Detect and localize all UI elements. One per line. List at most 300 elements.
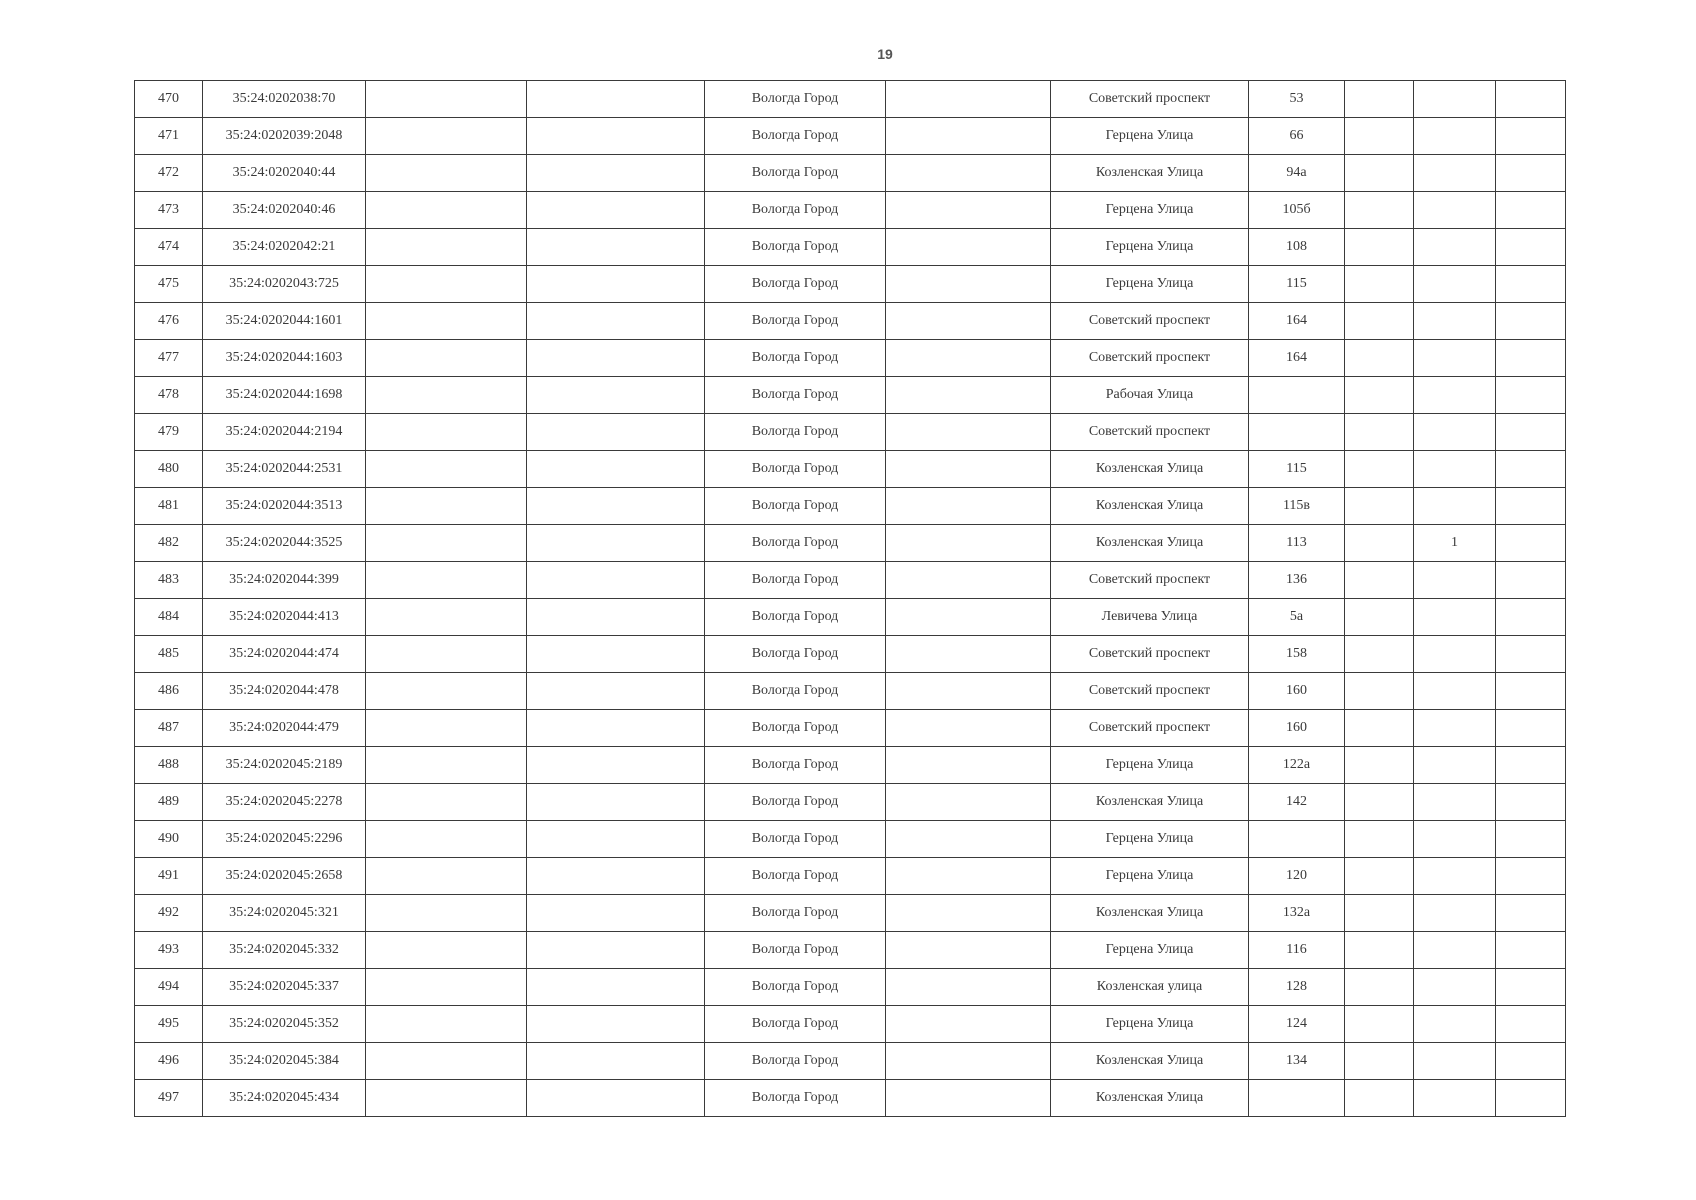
cell-count <box>1414 747 1496 784</box>
cell-empty <box>1496 192 1566 229</box>
cell-city: Вологда Город <box>705 562 886 599</box>
cell-street: Советский проспект <box>1051 710 1249 747</box>
cell-empty <box>527 451 705 488</box>
cell-count <box>1414 710 1496 747</box>
cell-cadastral-number: 35:24:0202045:434 <box>203 1080 366 1117</box>
cell-empty <box>1345 155 1414 192</box>
cell-row-number: 491 <box>135 858 203 895</box>
cell-city: Вологда Город <box>705 192 886 229</box>
table-row <box>135 1043 1566 1080</box>
cell-street: Советский проспект <box>1051 673 1249 710</box>
cell-city: Вологда Город <box>705 673 886 710</box>
cell-empty <box>886 229 1051 266</box>
cell-empty <box>1345 636 1414 673</box>
cell-cadastral-number: 35:24:0202045:321 <box>203 895 366 932</box>
cell-empty <box>1345 488 1414 525</box>
cell-street: Козленская улица <box>1051 969 1249 1006</box>
cell-house-number: 128 <box>1249 969 1345 1006</box>
cell-empty <box>1345 1043 1414 1080</box>
cell-empty <box>1496 1043 1566 1080</box>
cell-city: Вологда Город <box>705 414 886 451</box>
cell-empty <box>366 710 527 747</box>
cell-empty <box>886 1006 1051 1043</box>
cell-empty <box>1345 673 1414 710</box>
cell-empty <box>527 81 705 118</box>
cell-street: Герцена Улица <box>1051 118 1249 155</box>
cell-empty <box>886 784 1051 821</box>
table-row <box>135 784 1566 821</box>
cell-street: Герцена Улица <box>1051 229 1249 266</box>
cell-empty <box>1345 895 1414 932</box>
cell-empty <box>527 599 705 636</box>
cell-empty <box>886 414 1051 451</box>
cell-street: Левичева Улица <box>1051 599 1249 636</box>
cell-city: Вологда Город <box>705 932 886 969</box>
table-row <box>135 192 1566 229</box>
cell-cadastral-number: 35:24:0202044:1698 <box>203 377 366 414</box>
cell-city: Вологда Город <box>705 969 886 1006</box>
cell-street: Козленская Улица <box>1051 451 1249 488</box>
cell-count <box>1414 784 1496 821</box>
cell-empty <box>366 784 527 821</box>
cell-empty <box>1496 451 1566 488</box>
cell-empty <box>527 710 705 747</box>
cell-row-number: 487 <box>135 710 203 747</box>
cell-row-number: 485 <box>135 636 203 673</box>
cell-empty <box>1345 562 1414 599</box>
cell-cadastral-number: 35:24:0202042:21 <box>203 229 366 266</box>
table-row <box>135 636 1566 673</box>
cell-empty <box>1345 451 1414 488</box>
cell-empty <box>366 932 527 969</box>
table-row <box>135 747 1566 784</box>
cell-cadastral-number: 35:24:0202044:2531 <box>203 451 366 488</box>
cell-empty <box>366 340 527 377</box>
cell-empty <box>366 1080 527 1117</box>
cell-street: Герцена Улица <box>1051 747 1249 784</box>
cell-row-number: 484 <box>135 599 203 636</box>
cell-empty <box>886 340 1051 377</box>
cell-empty <box>886 673 1051 710</box>
cell-street: Герцена Улица <box>1051 192 1249 229</box>
cell-empty <box>527 636 705 673</box>
cell-city: Вологда Город <box>705 1080 886 1117</box>
cell-city: Вологда Город <box>705 525 886 562</box>
cell-empty <box>366 1043 527 1080</box>
cell-house-number: 115 <box>1249 451 1345 488</box>
table-row <box>135 525 1566 562</box>
cell-city: Вологда Город <box>705 377 886 414</box>
table-row <box>135 1080 1566 1117</box>
cell-row-number: 495 <box>135 1006 203 1043</box>
cell-empty <box>527 266 705 303</box>
cell-empty <box>366 451 527 488</box>
cell-cadastral-number: 35:24:0202044:1601 <box>203 303 366 340</box>
cell-count <box>1414 599 1496 636</box>
cell-street: Козленская Улица <box>1051 1043 1249 1080</box>
cell-empty <box>366 858 527 895</box>
cell-empty <box>1496 1080 1566 1117</box>
cell-empty <box>1496 266 1566 303</box>
cell-count <box>1414 969 1496 1006</box>
cell-street: Герцена Улица <box>1051 821 1249 858</box>
cell-empty <box>1496 377 1566 414</box>
cell-street: Козленская Улица <box>1051 488 1249 525</box>
cell-count <box>1414 266 1496 303</box>
cell-empty <box>1496 969 1566 1006</box>
cell-empty <box>886 118 1051 155</box>
cell-row-number: 480 <box>135 451 203 488</box>
cell-empty <box>527 895 705 932</box>
cell-house-number: 116 <box>1249 932 1345 969</box>
cell-row-number: 492 <box>135 895 203 932</box>
cell-count <box>1414 451 1496 488</box>
cell-house-number: 122а <box>1249 747 1345 784</box>
cell-empty <box>1496 673 1566 710</box>
cell-house-number: 94а <box>1249 155 1345 192</box>
cell-empty <box>1345 821 1414 858</box>
cell-empty <box>1345 81 1414 118</box>
cell-street: Герцена Улица <box>1051 932 1249 969</box>
cell-empty <box>366 155 527 192</box>
table-row <box>135 562 1566 599</box>
page-number: 19 <box>877 46 893 62</box>
cell-row-number: 490 <box>135 821 203 858</box>
cell-empty <box>1496 118 1566 155</box>
cell-house-number <box>1249 821 1345 858</box>
cell-street: Козленская Улица <box>1051 1080 1249 1117</box>
cell-cadastral-number: 35:24:0202044:399 <box>203 562 366 599</box>
cell-empty <box>1496 1006 1566 1043</box>
cell-city: Вологда Город <box>705 1006 886 1043</box>
cell-cadastral-number: 35:24:0202044:474 <box>203 636 366 673</box>
cell-row-number: 494 <box>135 969 203 1006</box>
cell-city: Вологда Город <box>705 155 886 192</box>
cell-city: Вологда Город <box>705 1043 886 1080</box>
table-row <box>135 451 1566 488</box>
cell-empty <box>1345 969 1414 1006</box>
cell-street: Советский проспект <box>1051 303 1249 340</box>
cell-empty <box>527 229 705 266</box>
cell-street: Рабочая Улица <box>1051 377 1249 414</box>
cell-empty <box>886 81 1051 118</box>
cell-empty <box>1345 266 1414 303</box>
cell-house-number: 124 <box>1249 1006 1345 1043</box>
cell-empty <box>1345 340 1414 377</box>
cell-empty <box>366 525 527 562</box>
table-row <box>135 858 1566 895</box>
cell-city: Вологда Город <box>705 266 886 303</box>
cell-empty <box>366 969 527 1006</box>
cell-empty <box>886 1043 1051 1080</box>
cell-empty <box>1345 303 1414 340</box>
cell-row-number: 481 <box>135 488 203 525</box>
cell-row-number: 479 <box>135 414 203 451</box>
cell-cadastral-number: 35:24:0202044:3513 <box>203 488 366 525</box>
cell-empty <box>1496 710 1566 747</box>
cell-empty <box>527 969 705 1006</box>
cell-empty <box>1345 599 1414 636</box>
cell-cadastral-number: 35:24:0202045:352 <box>203 1006 366 1043</box>
table-row <box>135 340 1566 377</box>
cell-row-number: 473 <box>135 192 203 229</box>
cell-empty <box>527 525 705 562</box>
cell-empty <box>1345 414 1414 451</box>
cell-house-number: 134 <box>1249 1043 1345 1080</box>
cell-empty <box>527 932 705 969</box>
cell-empty <box>527 673 705 710</box>
cell-empty <box>886 266 1051 303</box>
cell-cadastral-number: 35:24:0202045:2278 <box>203 784 366 821</box>
cell-empty <box>886 821 1051 858</box>
cell-empty <box>366 229 527 266</box>
cell-house-number: 115в <box>1249 488 1345 525</box>
cell-cadastral-number: 35:24:0202044:413 <box>203 599 366 636</box>
table-row <box>135 155 1566 192</box>
cell-empty <box>527 1080 705 1117</box>
cell-empty <box>527 192 705 229</box>
table-row <box>135 118 1566 155</box>
cell-city: Вологда Город <box>705 710 886 747</box>
cell-count: 1 <box>1414 525 1496 562</box>
cell-empty <box>1496 636 1566 673</box>
cell-empty <box>366 821 527 858</box>
cell-empty <box>527 1006 705 1043</box>
cell-cadastral-number: 35:24:0202040:44 <box>203 155 366 192</box>
cell-row-number: 476 <box>135 303 203 340</box>
cell-empty <box>527 747 705 784</box>
cell-city: Вологда Город <box>705 303 886 340</box>
cell-empty <box>1345 118 1414 155</box>
cell-empty <box>1496 895 1566 932</box>
cell-empty <box>366 414 527 451</box>
cell-street: Герцена Улица <box>1051 266 1249 303</box>
cell-empty <box>1345 377 1414 414</box>
cell-street: Герцена Улица <box>1051 858 1249 895</box>
cell-house-number: 132а <box>1249 895 1345 932</box>
cell-street: Советский проспект <box>1051 636 1249 673</box>
cell-count <box>1414 488 1496 525</box>
cell-row-number: 477 <box>135 340 203 377</box>
cell-empty <box>1496 784 1566 821</box>
cell-house-number: 160 <box>1249 710 1345 747</box>
cell-empty <box>1345 1006 1414 1043</box>
cell-street: Советский проспект <box>1051 562 1249 599</box>
cell-city: Вологда Город <box>705 821 886 858</box>
table-row <box>135 599 1566 636</box>
cell-cadastral-number: 35:24:0202044:2194 <box>203 414 366 451</box>
cell-cadastral-number: 35:24:0202038:70 <box>203 81 366 118</box>
table-row <box>135 673 1566 710</box>
cell-row-number: 471 <box>135 118 203 155</box>
cell-city: Вологда Город <box>705 858 886 895</box>
cell-street: Козленская Улица <box>1051 784 1249 821</box>
cell-count <box>1414 229 1496 266</box>
cell-house-number: 160 <box>1249 673 1345 710</box>
cell-empty <box>1345 525 1414 562</box>
table-row <box>135 821 1566 858</box>
cell-house-number: 164 <box>1249 303 1345 340</box>
cell-empty <box>1345 229 1414 266</box>
cell-empty <box>527 784 705 821</box>
cell-cadastral-number: 35:24:0202044:3525 <box>203 525 366 562</box>
table-row <box>135 377 1566 414</box>
cell-row-number: 474 <box>135 229 203 266</box>
cell-house-number: 136 <box>1249 562 1345 599</box>
cell-street: Козленская Улица <box>1051 525 1249 562</box>
cell-street: Козленская Улица <box>1051 155 1249 192</box>
cell-house-number: 108 <box>1249 229 1345 266</box>
cell-count <box>1414 1006 1496 1043</box>
table-row <box>135 266 1566 303</box>
cell-empty <box>1345 932 1414 969</box>
cell-count <box>1414 895 1496 932</box>
cell-cadastral-number: 35:24:0202040:46 <box>203 192 366 229</box>
cell-house-number: 158 <box>1249 636 1345 673</box>
cell-count <box>1414 821 1496 858</box>
cell-street: Герцена Улица <box>1051 1006 1249 1043</box>
cell-city: Вологда Город <box>705 636 886 673</box>
cell-count <box>1414 562 1496 599</box>
cell-empty <box>527 414 705 451</box>
cell-empty <box>366 377 527 414</box>
cell-row-number: 486 <box>135 673 203 710</box>
cell-empty <box>886 895 1051 932</box>
table-row <box>135 81 1566 118</box>
cell-empty <box>366 636 527 673</box>
table-row <box>135 932 1566 969</box>
cell-count <box>1414 340 1496 377</box>
cell-empty <box>366 81 527 118</box>
cell-cadastral-number: 35:24:0202045:384 <box>203 1043 366 1080</box>
cell-empty <box>366 118 527 155</box>
cell-cadastral-number: 35:24:0202045:332 <box>203 932 366 969</box>
cell-empty <box>886 377 1051 414</box>
cell-row-number: 482 <box>135 525 203 562</box>
cell-row-number: 488 <box>135 747 203 784</box>
cell-empty <box>886 747 1051 784</box>
cell-house-number: 53 <box>1249 81 1345 118</box>
cell-empty <box>1496 525 1566 562</box>
cell-empty <box>1345 784 1414 821</box>
cell-row-number: 478 <box>135 377 203 414</box>
cell-city: Вологда Город <box>705 599 886 636</box>
cell-cadastral-number: 35:24:0202045:337 <box>203 969 366 1006</box>
cell-count <box>1414 81 1496 118</box>
cell-city: Вологда Город <box>705 895 886 932</box>
cell-empty <box>1496 932 1566 969</box>
cell-count <box>1414 118 1496 155</box>
cell-empty <box>527 488 705 525</box>
cell-house-number: 120 <box>1249 858 1345 895</box>
cell-empty <box>1496 81 1566 118</box>
cell-empty <box>1496 303 1566 340</box>
cell-empty <box>527 155 705 192</box>
cell-empty <box>886 599 1051 636</box>
cell-empty <box>1345 747 1414 784</box>
table-row <box>135 969 1566 1006</box>
cell-house-number: 164 <box>1249 340 1345 377</box>
cell-city: Вологда Город <box>705 118 886 155</box>
cell-empty <box>886 636 1051 673</box>
cell-empty <box>366 1006 527 1043</box>
cell-empty <box>1496 414 1566 451</box>
cell-row-number: 493 <box>135 932 203 969</box>
cell-street: Советский проспект <box>1051 340 1249 377</box>
cell-empty <box>366 192 527 229</box>
cell-house-number: 105б <box>1249 192 1345 229</box>
cell-empty <box>886 932 1051 969</box>
cell-empty <box>886 488 1051 525</box>
cell-house-number <box>1249 377 1345 414</box>
cell-empty <box>1496 488 1566 525</box>
table-row <box>135 303 1566 340</box>
cell-empty <box>527 118 705 155</box>
cell-empty <box>886 525 1051 562</box>
cell-city: Вологда Город <box>705 784 886 821</box>
cell-row-number: 483 <box>135 562 203 599</box>
cell-empty <box>366 266 527 303</box>
cell-cadastral-number: 35:24:0202039:2048 <box>203 118 366 155</box>
cell-empty <box>366 303 527 340</box>
cell-empty <box>886 303 1051 340</box>
cell-empty <box>886 192 1051 229</box>
cell-row-number: 496 <box>135 1043 203 1080</box>
cell-empty <box>886 710 1051 747</box>
cell-empty <box>1496 155 1566 192</box>
cell-empty <box>366 599 527 636</box>
cell-cadastral-number: 35:24:0202044:479 <box>203 710 366 747</box>
cell-empty <box>527 858 705 895</box>
cell-house-number: 115 <box>1249 266 1345 303</box>
cell-empty <box>1496 747 1566 784</box>
cell-count <box>1414 636 1496 673</box>
cell-count <box>1414 673 1496 710</box>
registry-table-body <box>135 81 1566 1117</box>
cell-empty <box>1496 340 1566 377</box>
cell-empty <box>1496 229 1566 266</box>
cell-city: Вологда Город <box>705 488 886 525</box>
cell-empty <box>527 303 705 340</box>
table-row <box>135 895 1566 932</box>
cell-city: Вологда Город <box>705 340 886 377</box>
cell-empty <box>886 155 1051 192</box>
cell-row-number: 470 <box>135 81 203 118</box>
cell-empty <box>1496 858 1566 895</box>
cell-count <box>1414 858 1496 895</box>
cell-empty <box>1496 562 1566 599</box>
cell-empty <box>886 562 1051 599</box>
cell-empty <box>886 451 1051 488</box>
cell-empty <box>1496 599 1566 636</box>
cell-street: Советский проспект <box>1051 81 1249 118</box>
cell-empty <box>366 895 527 932</box>
cell-count <box>1414 414 1496 451</box>
table-row <box>135 414 1566 451</box>
cell-count <box>1414 192 1496 229</box>
cell-empty <box>366 747 527 784</box>
cell-empty <box>1345 858 1414 895</box>
cell-street: Советский проспект <box>1051 414 1249 451</box>
cell-city: Вологда Город <box>705 451 886 488</box>
cell-cadastral-number: 35:24:0202045:2658 <box>203 858 366 895</box>
registry-table <box>134 80 1566 1117</box>
cell-house-number: 113 <box>1249 525 1345 562</box>
cell-empty <box>527 562 705 599</box>
cell-cadastral-number: 35:24:0202044:478 <box>203 673 366 710</box>
table-row <box>135 488 1566 525</box>
cell-house-number: 66 <box>1249 118 1345 155</box>
